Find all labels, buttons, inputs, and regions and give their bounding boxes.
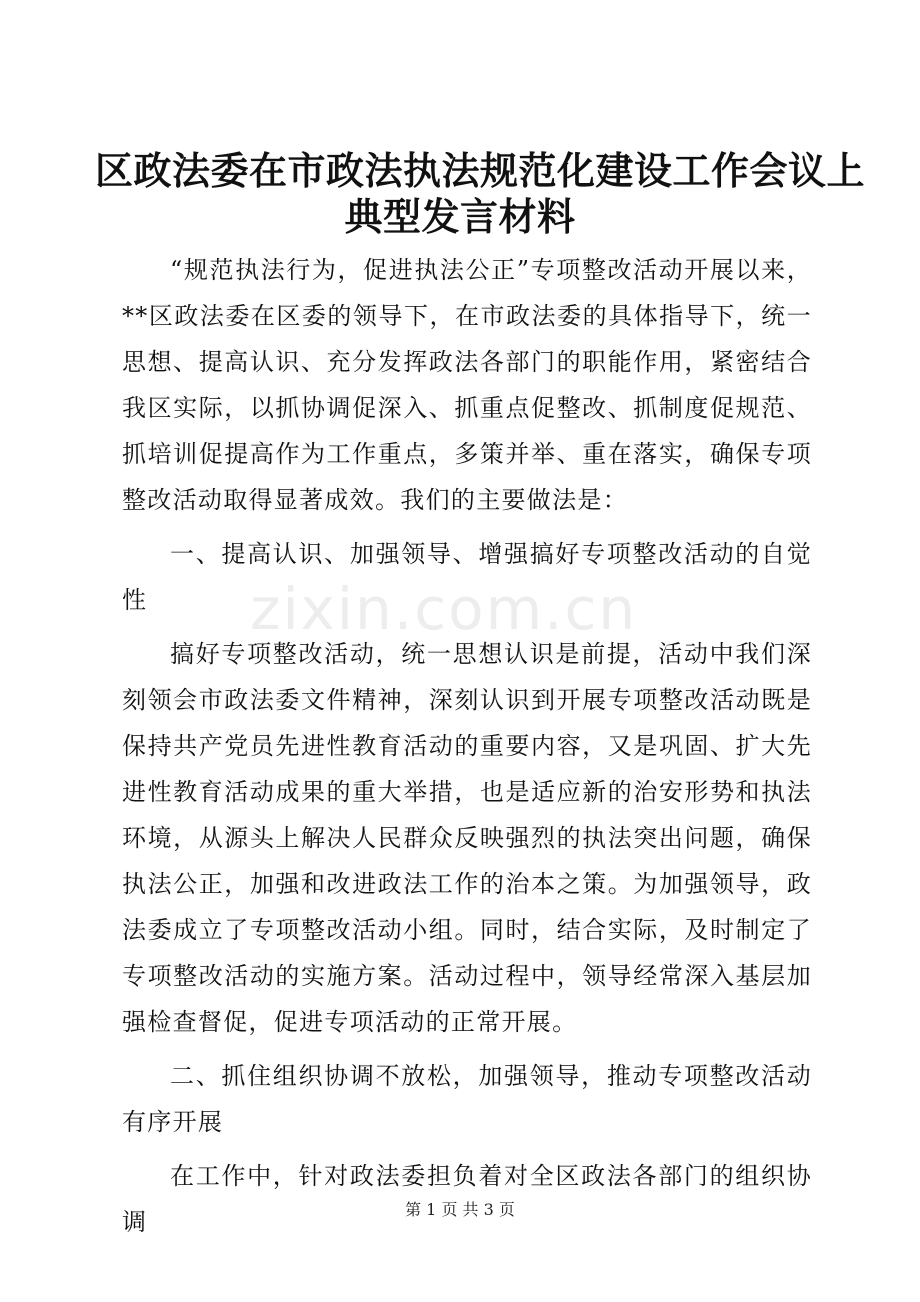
section-2-paragraph: 在工作中，针对政法委担负着对全区政法各部门的组织协调 — [122, 1162, 812, 1236]
page-number-footer: 第 1 页 共 3 页 — [405, 1200, 515, 1219]
section-heading-2: 二、抓住组织协调不放松，加强领导，推动专项整改活动有序开展 — [122, 1062, 812, 1136]
document-body — [122, 247, 812, 1253]
title-line-1: 区政法委在市政法执法规范化建设工作会议上 — [95, 148, 866, 193]
watermark: zixin.com.cn — [250, 575, 638, 643]
document-title — [95, 148, 866, 240]
intro-paragraph: “规范执法行为，促进执法公正”专项整改活动开展以来，**区政法委在区委的领导下，在市政法委的具体指导下，统一思想、提高认识、充分发挥政法各部门的职能作用，紧密结合我区实际，以抓协调促深入、抓重点促整改、抓制度促规范、抓培训促提高作为工作重点，多策并举、重在落实，确保专项整改活动取得显著成效。我们的主要做法是： — [122, 256, 812, 514]
section-heading-1: 一、提高认识、加强领导、增强搞好专项整改活动的自觉性 — [122, 540, 812, 614]
title-line-2: 典型发言材料 — [344, 194, 576, 239]
section-1-paragraph: 搞好专项整改活动，统一思想认识是前提，活动中我们深刻领会市政法委文件精神，深刻认识到开展专项整改活动既是保持共产党员先进性教育活动的重要内容，又是巩固、扩大先进性教育活动成果的重大举措，也是适应新的治安形势和执法环境，从源头上解决人民群众反映强烈的执法突出问题，确保执法公正，加强和改进政法工作的治本之策。为加强领导，政法委成立了专项整改活动小组。同时，结合实际，及时制定了专项整改活动的实施方案。活动过程中，领导经常深入基层加强检查督促，促进专项活动的正常开展。 — [122, 640, 812, 1036]
